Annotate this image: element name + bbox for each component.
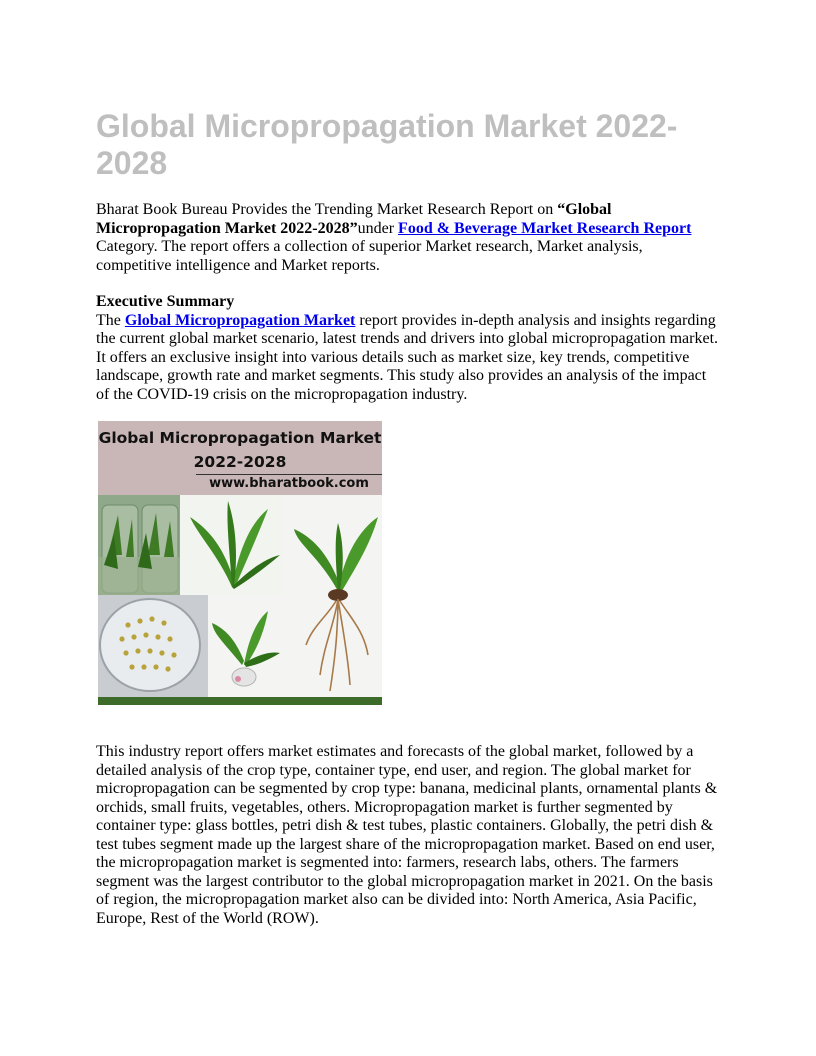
cover-title-line1: Global Micropropagation Market <box>98 429 382 447</box>
page-title: Global Micropropagation Market 2022-2028 <box>96 108 678 181</box>
category-link[interactable]: Food & Beverage Market Research Report <box>398 219 692 237</box>
plant-photos-collage <box>98 495 382 697</box>
cover-footer-bar <box>98 697 382 705</box>
cover-url: www.bharatbook.com <box>209 476 369 491</box>
intro-text-end: Category. The report offers a collection of superior Market research, Market analysis, competitive intelligence and Market reports. <box>96 238 643 274</box>
summary-text: The <box>96 311 125 329</box>
rooted-plant-photo <box>284 495 382 697</box>
cover-title <box>98 426 382 474</box>
cover-divider <box>196 474 382 475</box>
report-cover-image <box>98 421 382 705</box>
executive-summary-paragraph <box>96 293 720 404</box>
intro-text: Bharat Book Bureau Provides the Trending Market Research Report on <box>96 201 558 218</box>
cover-header <box>98 421 382 495</box>
market-link[interactable]: Global Micropropagation Market <box>124 311 356 329</box>
jar-plantlets-photo <box>98 495 180 595</box>
cover-title-line2: 2022-2028 <box>193 453 287 471</box>
petri-dish-photo <box>98 595 208 697</box>
plantlet-photo <box>180 495 284 595</box>
report-name: “Global Micropropagation Market 2022-2028” <box>96 201 612 237</box>
summary-text-end: report provides in-depth analysis and insights regarding the current global market scenario, latest trends and drivers into global micropropagation market. It offers an exclusive insight into various details such as market size, key trends, competitive landscape, growth rate and market segments. This study also provides an analysis of the impact of the COVID-19 crisis on the micropropagation industry. <box>96 311 719 403</box>
intro-paragraph <box>96 201 720 275</box>
intro-text-mid: under <box>357 219 399 237</box>
executive-summary-heading: Executive Summary <box>96 293 235 310</box>
plantlet-in-medium-photo <box>208 595 284 697</box>
body-paragraph: This industry report offers market estimates and forecasts of the global market, followed by a detailed analysis of the crop type, container type, end user, and region. The global market for micropropagation can be segmented by crop type: banana, medicinal plants, ornamental plants & orchids, small fruits, vegetables, others. Micropropagation market is further segmented by container type: glass bottles, petri dish & test tubes, plastic containers. Globally, the petri dish & test tubes segment made up the largest share of the micropropagation market. Based on end user, the micropropagation market is segmented into: farmers, research labs, others. The farmers segment was the largest contributor to the global micropropagation market in 2021. On the basis of region, the micropropagation market also can be divided into: North America, Asia Pacific, Europe, Rest of the World (ROW). <box>96 743 718 927</box>
